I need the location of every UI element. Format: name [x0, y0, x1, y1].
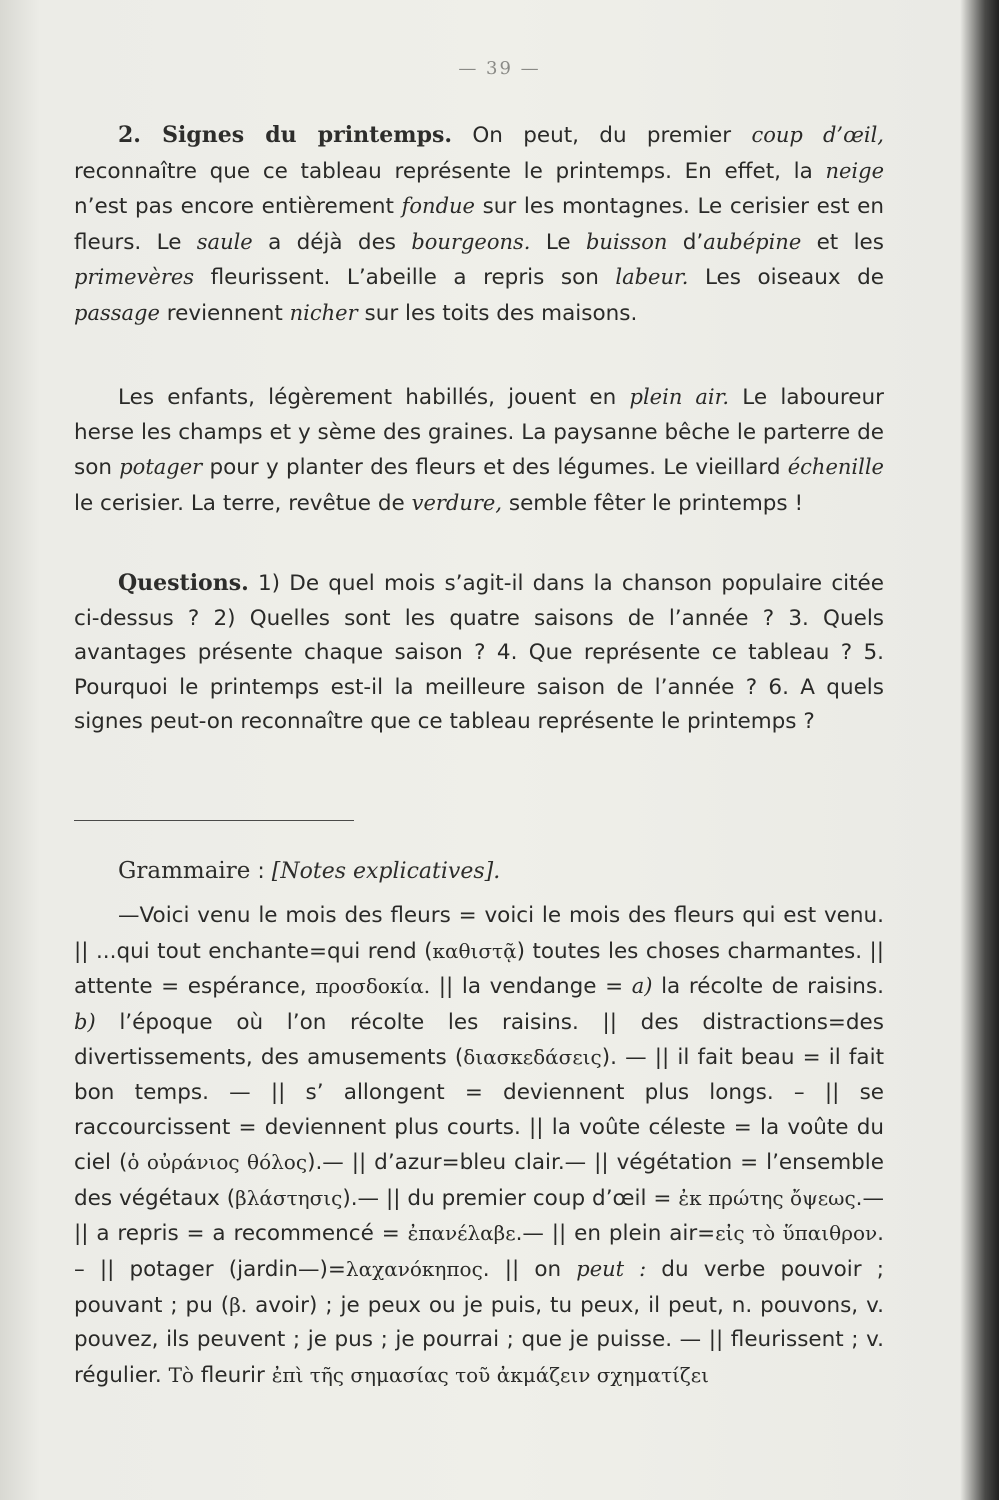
italic-term: a) [631, 974, 653, 999]
text-run: ). — || il fait beau = il fait bon temps. — || s’ allongent = deviennent plus longs. – || se raccourcissent = deviennent plus courts. || la voûte céleste = la voûte du ciel ( [74, 1045, 884, 1176]
greek-term: ὁ οὐράνιος θόλος [127, 1150, 308, 1175]
greek-term: προσδοκία. [315, 974, 431, 999]
text-run: .— || en plein air= [515, 1221, 716, 1247]
page-number: — 39 — [458, 58, 541, 79]
questions-paragraph [74, 566, 884, 740]
italic-term: b) [74, 1009, 96, 1034]
body-paragraph [74, 380, 884, 521]
italic-term: peut : [576, 1256, 647, 1281]
text-run: sur les toits des maisons. [357, 300, 638, 326]
text-run: fleurir [193, 1362, 272, 1388]
italic-term: neige [825, 158, 884, 183]
greek-term: διασκεδάσεις [463, 1045, 602, 1070]
grammar-notes [74, 899, 884, 1393]
text-run: ).— || du premier coup d’œil = [342, 1185, 679, 1211]
questions-section [74, 566, 884, 740]
text-run: Le [530, 229, 586, 255]
section-signes-du-printemps [74, 118, 884, 332]
greek-term: καθιστᾷ [432, 938, 517, 963]
grammar-heading-line [118, 858, 500, 884]
italic-term: plein air. [629, 385, 730, 409]
text-run: avoir) ; je peux ou je puis, tu peux, il peut, n. pouvons, v. pouvez, ils peuvent ; je pus ; je pourrai ; que je puisse. — || fleurissent ; v. régulier. [74, 1292, 885, 1388]
greek-term: εἰς τὸ ὕπαιθρον [715, 1221, 878, 1246]
text-run: fleurissent. L’abeille a repris son [194, 265, 616, 291]
paragraph-enfants [74, 380, 884, 521]
italic-term: bourgeons. [411, 229, 531, 254]
text-run: semble fêter le printemps ! [502, 490, 804, 516]
text-run: On peut, du premier [452, 123, 752, 148]
italic-term: nicher [289, 300, 358, 325]
questions-heading: Questions. [118, 570, 249, 596]
italic-term: coup d’œil, [751, 123, 884, 147]
greek-term: λαχανόκηπος [345, 1256, 483, 1281]
text-run: . – || potager (jardin—)= [74, 1221, 884, 1282]
text-run: . || on [482, 1256, 577, 1282]
italic-term: échenille [787, 455, 884, 480]
grammar-subtitle: [Notes explicatives]. [271, 859, 501, 884]
text-run: d’ [667, 229, 704, 255]
text-run: l’époque où l’on récolte les raisins. || des distractions=des divertissements, des amusements ( [74, 1009, 884, 1071]
text-run: .— || a repris = a recommencé = [74, 1185, 884, 1247]
text-run: du verbe pouvoir ; pouvant ; pu ( [74, 1256, 884, 1318]
greek-term: Τὸ [168, 1362, 194, 1387]
italic-term: buisson [585, 229, 668, 254]
text-run: la récolte de raisins. [652, 974, 884, 1000]
greek-term: βλάστησις [235, 1185, 343, 1210]
italic-term: aubépine [703, 229, 802, 254]
text-run: et les [801, 229, 884, 255]
text-run: Les oiseaux de [688, 265, 884, 291]
text-run: ) toutes les choses charmantes. || attente = espérance, [74, 938, 884, 1000]
section-paragraph [74, 118, 884, 332]
italic-term: potager [119, 455, 203, 480]
italic-term: primevères [74, 265, 195, 290]
greek-term: ἐπὶ τῆς σημασίας τοῦ ἀκμάζειν σχηματίζει [271, 1362, 709, 1387]
italic-term: saule [196, 229, 253, 254]
greek-term: β. [229, 1292, 248, 1317]
text-run: reviennent [159, 300, 290, 326]
greek-term: ἐπανέλαβε [407, 1221, 516, 1246]
section-heading: 2. Signes du printemps. [118, 122, 452, 148]
grammar-paragraph [74, 899, 884, 1393]
text-run: sur les montagnes. Le cerisier est en fleurs. Le [74, 194, 884, 255]
text-run: Le laboureur herse les champs et y sème des graines. La paysanne bêche le parterre de son [74, 385, 884, 481]
text-run: le cerisier. La terre, revêtue de [74, 490, 412, 516]
text-run: a déjà des [252, 229, 412, 255]
text-run: pour y planter des fleurs et des légumes. Le vieillard [202, 455, 788, 481]
questions-text: 1) De quel mois s’agit-il dans la chanson populaire citée ci-dessus ? 2) Quelles sont les quatre saisons de l’année ? 3. Quels avantages présente chaque saison ? 4. Que représente ce tableau ? 5. Pourquoi le printemps est-il la meilleure saison de l’année ? 6. A quels signes peut-on reconnaître que ce tableau représente le printemps ? [74, 571, 884, 735]
grammar-heading-separator: : [250, 859, 272, 884]
italic-term: fondue [401, 194, 475, 219]
text-run: n’est pas encore entièrement [74, 194, 402, 220]
italic-term: labeur. [615, 265, 689, 290]
greek-term: ἐκ πρώτης ὄψεως [678, 1185, 856, 1210]
text-run: Les enfants, légèrement habillés, jouent en [118, 385, 630, 410]
text-run: reconnaître que ce tableau représente le printemps. En effet, la [74, 158, 826, 184]
grammar-heading: Grammaire [118, 858, 251, 884]
text-run: —Voici venu le mois des fleurs = voici le mois des fleurs qui est venu. || ...qui tout enchante=qui rend ( [74, 903, 884, 964]
italic-term: passage [74, 300, 160, 325]
text-run: || la vendange = [430, 974, 632, 1000]
text-run: ).— || d’azur=bleu clair.— || végétation = l’ensemble des végétaux ( [74, 1150, 885, 1211]
section-divider [74, 820, 354, 821]
italic-term: verdure, [411, 490, 503, 515]
